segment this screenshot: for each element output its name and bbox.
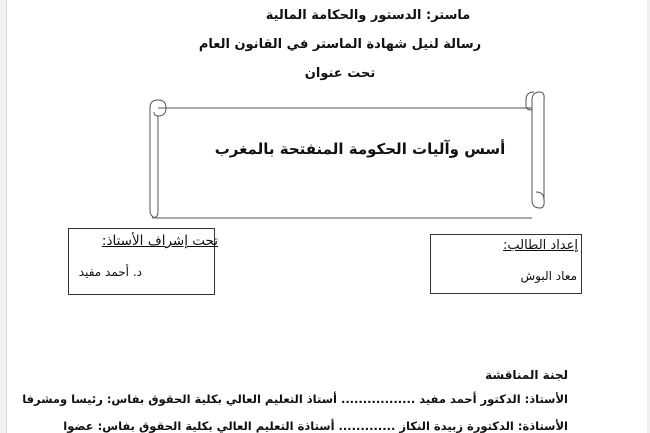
committee-member: الأستاذة: الدكتورة زبيدة النكاز ............. أستاذة التعليم العالي بكلية الحقوق بفاس: عضوا — [63, 419, 568, 433]
committee-member: الأستاذ: الدكتور أحمد مفيد ................. أستاذ التعليم العالي بكلية الحقوق بفاس: رئيسا ومشرفا — [22, 392, 568, 406]
supervisor-label: تحت إشراف الأستاذ: — [101, 233, 218, 249]
thesis-degree: رسالة لنيل شهادة الماستر في القانون العام — [198, 37, 482, 52]
title-scroll — [140, 88, 545, 220]
student-box — [430, 234, 582, 294]
supervisor-name: د. أحمد مفيد — [78, 265, 142, 279]
committee-title: لجنة المناقشة — [485, 368, 568, 382]
title-intro: تحت عنوان — [304, 66, 376, 81]
student-name: معاد البوش — [520, 269, 577, 283]
thesis-title: أسس وآليات الحكومة المنفتحة بالمغرب — [214, 140, 506, 158]
program-name: ماستر: الدستور والحكامة المالية — [265, 8, 471, 23]
student-label: إعداد الطالب: — [502, 238, 578, 253]
supervisor-box — [68, 228, 218, 295]
page-left-edge — [0, 0, 7, 433]
